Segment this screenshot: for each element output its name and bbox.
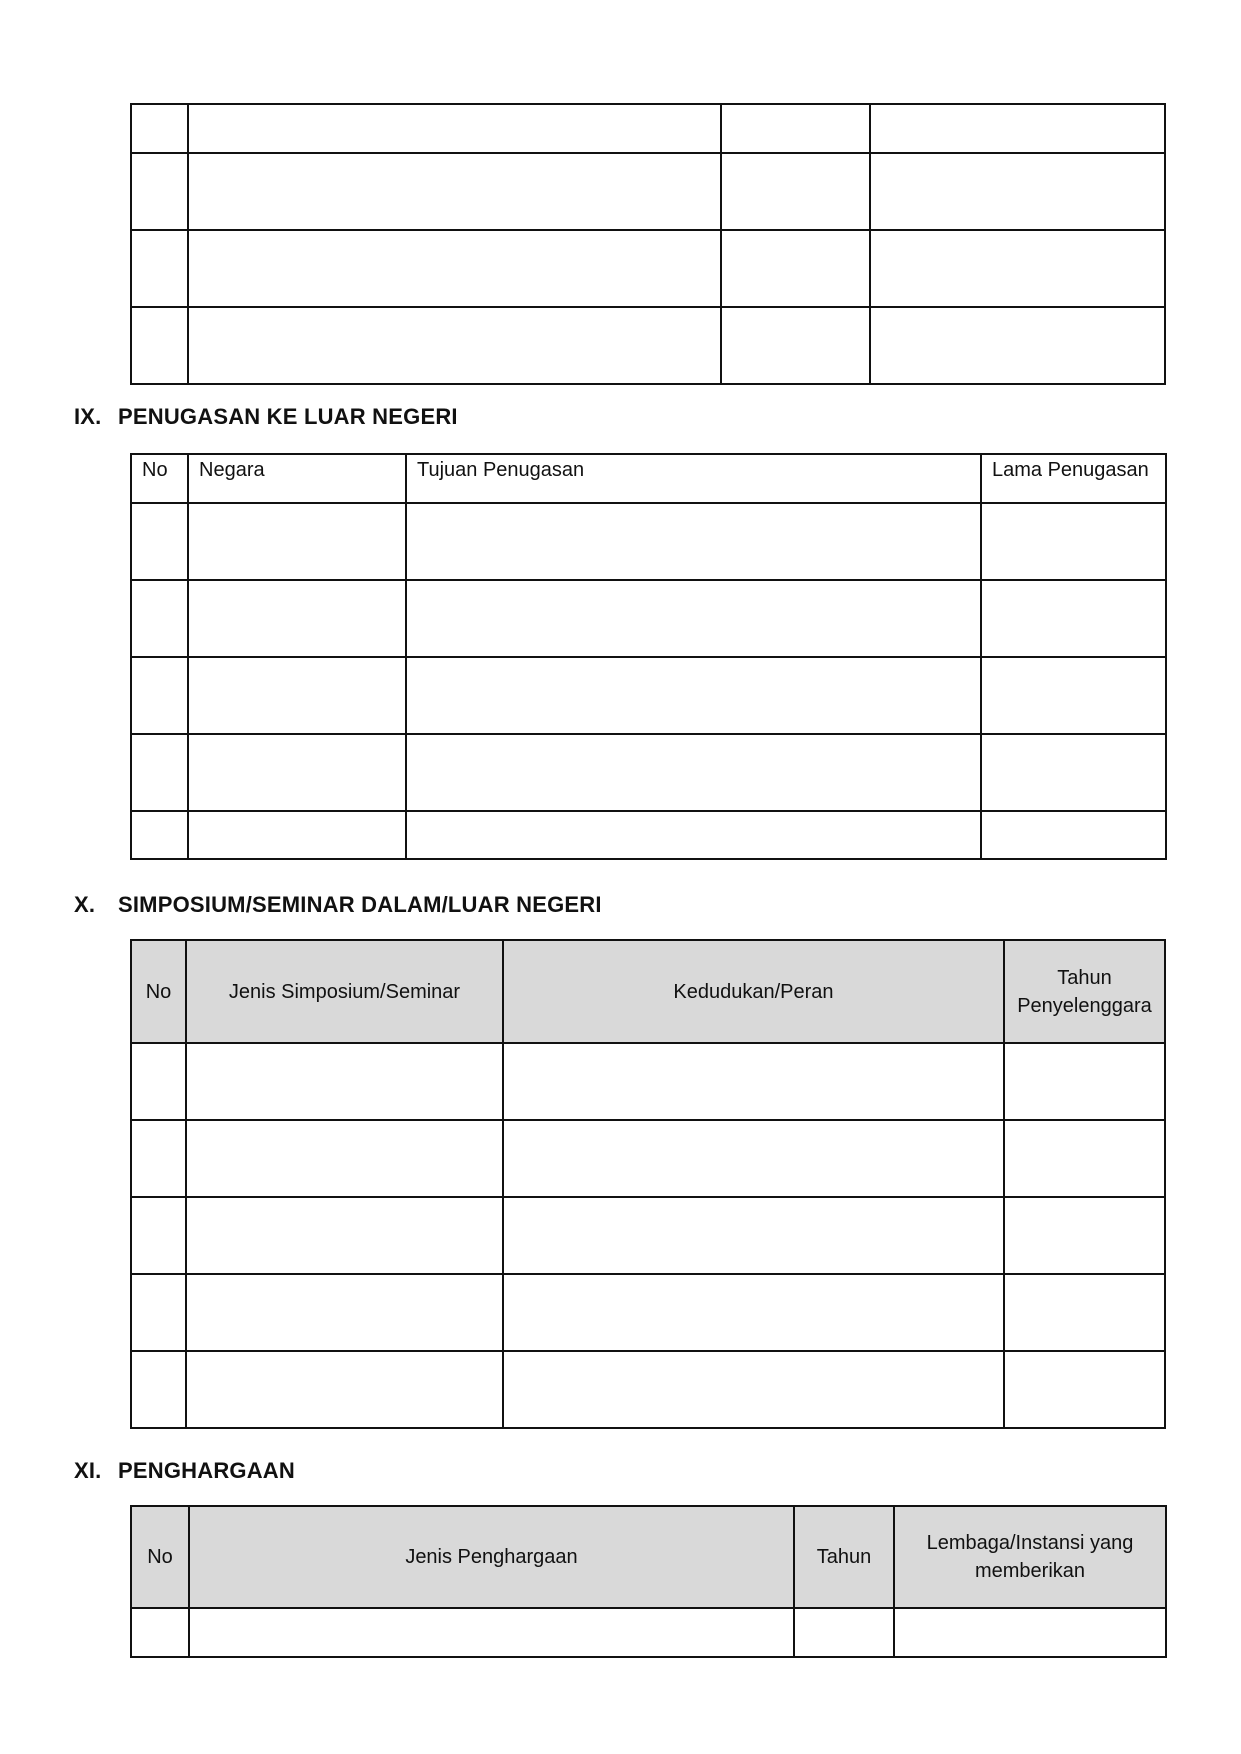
table-row	[131, 104, 1165, 153]
table-row	[131, 230, 1165, 307]
col-header-no: No	[131, 454, 188, 503]
col-header-tahun-penyelenggara: Tahun Penyelenggara	[1004, 940, 1165, 1043]
table-row	[131, 153, 1165, 230]
table-row	[131, 1608, 1166, 1657]
table-row	[131, 811, 1166, 859]
col-header-lama-penugasan: Lama Penugasan	[981, 454, 1166, 503]
awards-table	[130, 1505, 1167, 1658]
section-xi-heading	[74, 1458, 295, 1484]
table-header-row	[131, 454, 1166, 503]
table-row	[131, 307, 1165, 384]
section-ix-number: IX.	[74, 404, 102, 429]
col-header-negara: Negara	[188, 454, 406, 503]
table-header-row	[131, 940, 1165, 1043]
section-ix-heading	[74, 404, 458, 430]
table-row	[131, 657, 1166, 734]
table-row	[131, 1274, 1165, 1351]
foreign-assignment-table	[130, 453, 1167, 860]
col-header-lembaga-instansi: Lembaga/Instansi yang memberikan	[894, 1506, 1166, 1608]
col-header-no: No	[131, 940, 186, 1043]
table-row	[131, 1043, 1165, 1120]
section-xi-title: PENGHARGAAN	[118, 1458, 295, 1483]
col-header-kedudukan-peran: Kedudukan/Peran	[503, 940, 1004, 1043]
section-x-title: SIMPOSIUM/SEMINAR DALAM/LUAR NEGERI	[118, 892, 602, 917]
section-x-number: X.	[74, 892, 96, 917]
table-row	[131, 1120, 1165, 1197]
col-header-tujuan-penugasan: Tujuan Penugasan	[406, 454, 981, 503]
section-ix-title: PENUGASAN KE LUAR NEGERI	[118, 404, 458, 429]
seminar-table	[130, 939, 1166, 1429]
col-header-no: No	[131, 1506, 189, 1608]
table-row	[131, 734, 1166, 811]
table-row	[131, 1197, 1165, 1274]
previous-section-table	[130, 103, 1166, 385]
table-row	[131, 1351, 1165, 1428]
section-x-heading	[74, 892, 602, 918]
col-header-jenis-penghargaan: Jenis Penghargaan	[189, 1506, 794, 1608]
col-header-jenis-simposium: Jenis Simposium/Seminar	[186, 940, 503, 1043]
table-header-row	[131, 1506, 1166, 1608]
section-xi-number: XI.	[74, 1458, 102, 1483]
table-row	[131, 580, 1166, 657]
table-row	[131, 503, 1166, 580]
col-header-tahun: Tahun	[794, 1506, 894, 1608]
